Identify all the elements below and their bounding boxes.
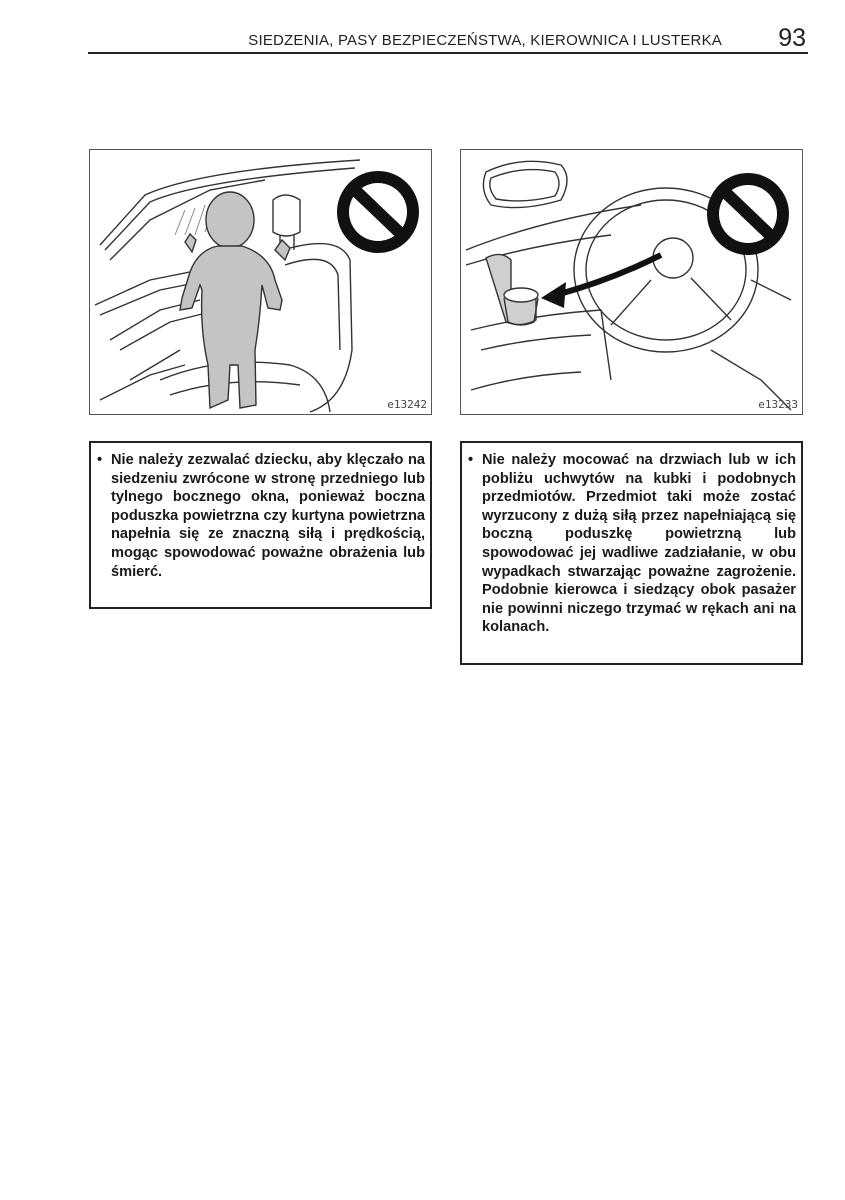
section-title: SIEDZENIA, PASY BEZPIECZEŃSTWA, KIEROWNICA I LUSTERKA (248, 32, 722, 49)
figure-child-kneeling (89, 149, 432, 415)
cup-holder-illustration (461, 150, 802, 414)
warning-text: Nie należy mocować na drzwiach lub w ich pobliżu uchwytów na kubki i podobnych przedmiotów. Przedmiot taki może zostać wyrzucony z dużą siłą przez napełniającą się boczną poduszkę powietrzną lub spowodować jej wadliwe zadziałanie, w obu wypadkach stwarzając poważne zagrożenie. Podobnie kierowca i siedzący obok pasażer nie powinni niczego trzymać w rękach ani na kolanach. (482, 452, 796, 636)
warning-item (468, 451, 796, 637)
figure-cup-holder (460, 149, 803, 415)
warning-item (97, 451, 425, 581)
page-number: 93 (778, 24, 806, 52)
page-header (88, 26, 808, 54)
bullet: • (97, 452, 103, 468)
bullet: • (468, 452, 474, 468)
warning-box-child (89, 441, 432, 609)
child-kneeling-illustration (90, 150, 431, 414)
figure-code: e13242 (387, 398, 427, 411)
figure-code: e13233 (758, 398, 798, 411)
warning-box-cup-holder (460, 441, 803, 665)
prohibition-icon (337, 171, 419, 253)
prohibition-icon (707, 173, 789, 255)
warning-text: Nie należy zezwalać dziecku, aby klęczało na siedzeniu zwrócone w stronę przedniego lub tylnego bocznego okna, ponieważ boczna poduszka powietrzna czy kurtyna powietrzna napełnia się ze znaczną siłą i prędkością, mogąc spowodować poważne obrażenia lub śmierć. (111, 452, 425, 580)
